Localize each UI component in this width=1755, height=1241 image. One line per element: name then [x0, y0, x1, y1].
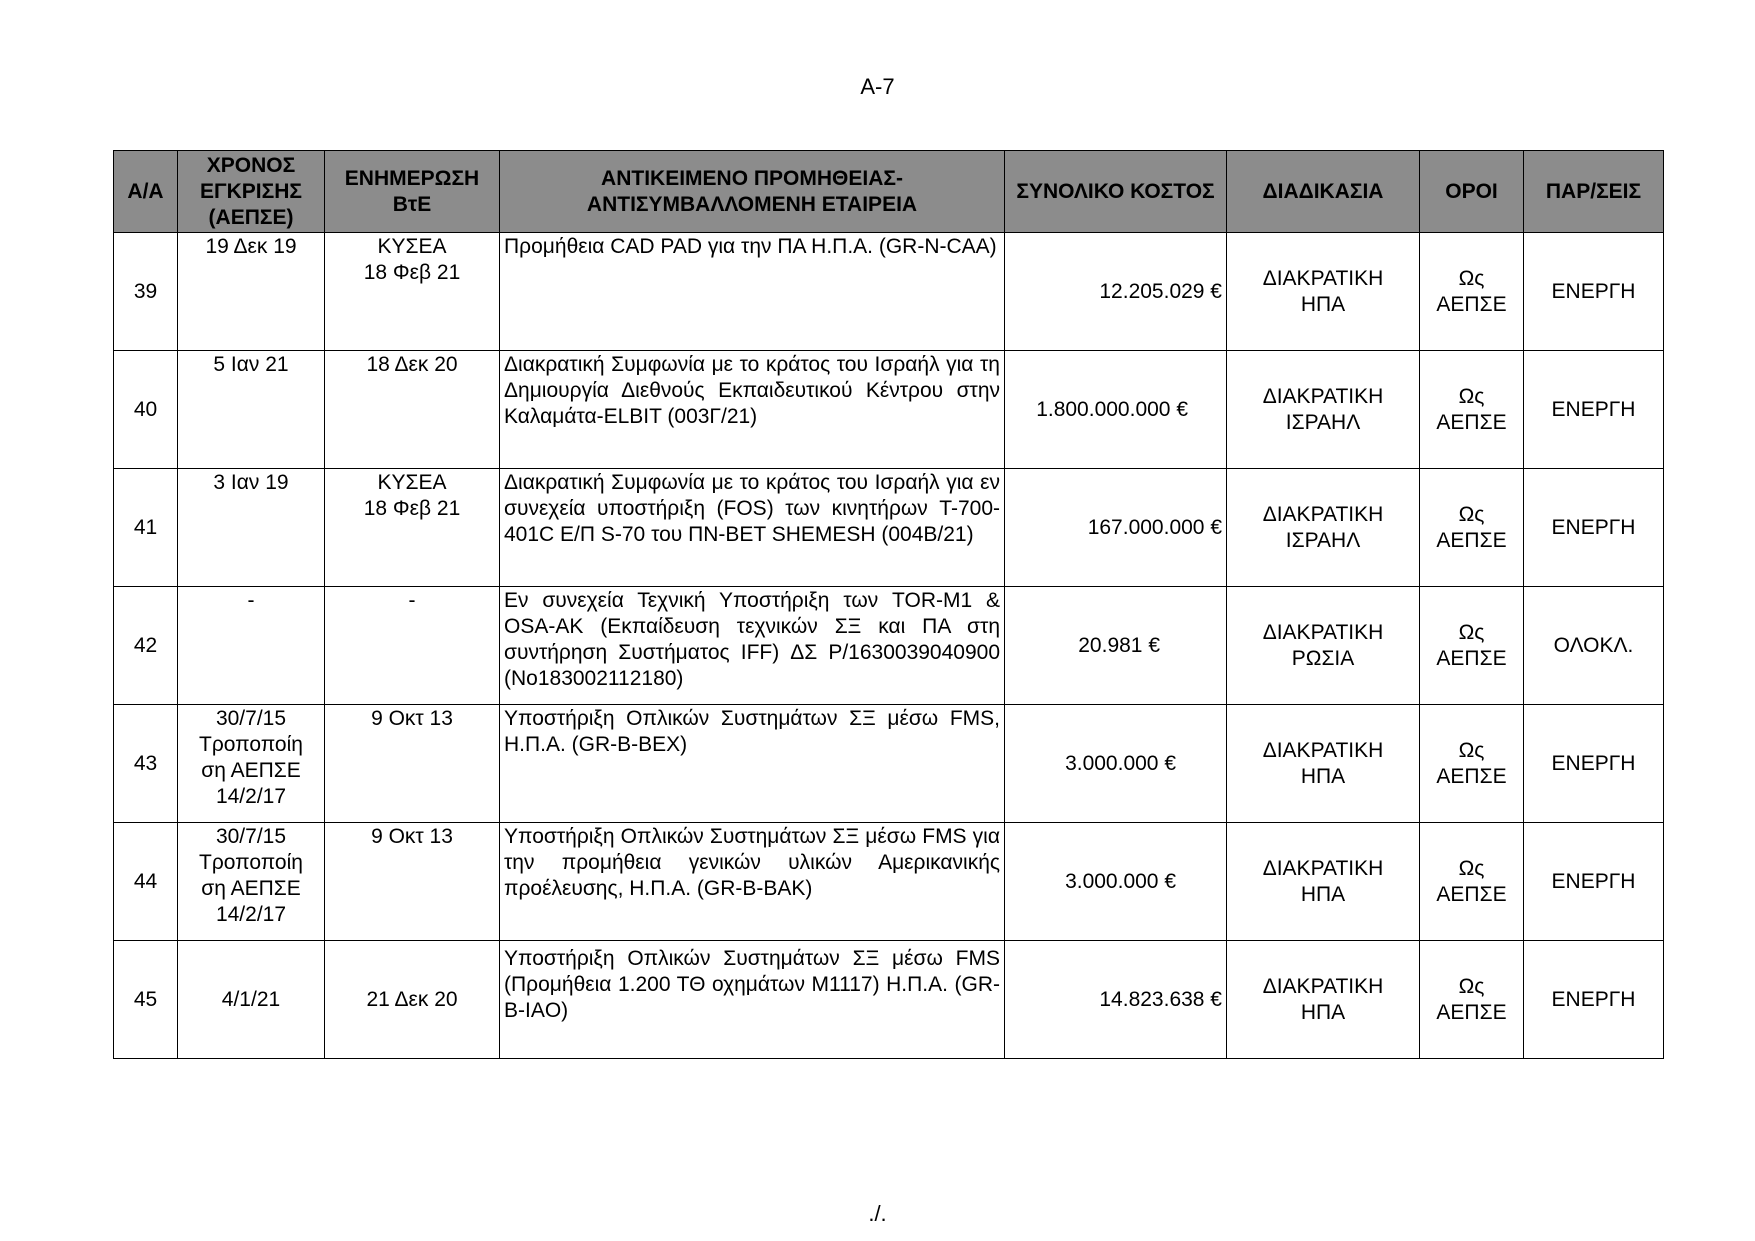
update-line: 9 Οκτ 13 — [371, 707, 453, 730]
status: ΟΛΟΚΛ. — [1524, 587, 1664, 705]
update-line: ΚΥΣΕΑ — [377, 235, 447, 258]
procedure — [1227, 823, 1420, 941]
header-remarks: ΠΑΡ/ΣΕΙΣ — [1524, 151, 1664, 233]
terms-line: ΑΕΠΣΕ — [1436, 764, 1507, 788]
approval-line: 30/7/15 — [215, 825, 287, 848]
terms-line: Ως — [1458, 384, 1485, 408]
total-cost: 20.981 € — [1005, 587, 1227, 705]
row-number: 39 — [114, 233, 178, 351]
procedure-line: ΗΠΑ — [1300, 292, 1346, 316]
subject-text: Προμήθεια CAD PAD για την ΠΑ Η.Π.Α. (GR-N-CAA) — [500, 233, 1005, 351]
procedure — [1227, 233, 1420, 351]
terms — [1420, 351, 1524, 469]
terms — [1420, 823, 1524, 941]
approval-line: 14/2/17 — [215, 785, 287, 808]
terms-line: Ως — [1458, 620, 1485, 644]
procedure — [1227, 705, 1420, 823]
header-update: ΕΝΗΜΕΡΩΣΗ ΒτΕ — [325, 151, 500, 233]
update-line: 21 Δεκ 20 — [366, 987, 458, 1011]
update-info — [325, 233, 500, 351]
procedure-line: ΗΠΑ — [1300, 882, 1346, 906]
approval-date: - — [178, 587, 325, 705]
status: ΕΝΕΡΓΗ — [1524, 705, 1664, 823]
procedure-line: ΔΙΑΚΡΑΤΙΚΗ — [1262, 738, 1384, 762]
update-info — [325, 705, 500, 823]
terms-line: ΑΕΠΣΕ — [1436, 528, 1507, 552]
procurement-table — [113, 150, 1664, 1059]
procedure-line: ΔΙΑΚΡΑΤΙΚΗ — [1262, 856, 1384, 880]
row-number: 40 — [114, 351, 178, 469]
total-cost: 3.000.000 € — [1005, 705, 1227, 823]
table-row — [114, 941, 1664, 1059]
update-line: 18 Φεβ 21 — [363, 261, 461, 284]
update-line: 18 Δεκ 20 — [366, 353, 458, 376]
table-row — [114, 587, 1664, 705]
subject-text: Διακρατική Συμφωνία με το κράτος του Ισραήλ για εν συνεχεία υποστήριξη (FOS) των κινητήρων T-700-401C Ε/Π S-70 του ΠΝ-BET SHEMESH (004B/21) — [500, 469, 1005, 587]
header-terms: ΟΡΟΙ — [1420, 151, 1524, 233]
terms-line: ΑΕΠΣΕ — [1436, 292, 1507, 316]
terms-line: Ως — [1458, 266, 1485, 290]
terms — [1420, 469, 1524, 587]
status: ΕΝΕΡΓΗ — [1524, 351, 1664, 469]
terms-line: ΑΕΠΣΕ — [1436, 1000, 1507, 1024]
approval-line: ση ΑΕΠΣΕ — [201, 759, 301, 782]
page-footer-mark: ./. — [868, 1201, 887, 1226]
terms-line: ΑΕΠΣΕ — [1436, 882, 1507, 906]
total-cost: 1.800.000.000 € — [1005, 351, 1227, 469]
update-line: 9 Οκτ 13 — [371, 825, 453, 848]
total-cost: 14.823.638 € — [1005, 941, 1227, 1059]
header-approval-time: ΧΡΟΝΟΣ ΕΓΚΡΙΣΗΣ (ΑΕΠΣΕ) — [178, 151, 325, 233]
update-info — [325, 351, 500, 469]
status: ΕΝΕΡΓΗ — [1524, 941, 1664, 1059]
terms — [1420, 233, 1524, 351]
total-cost: 167.000.000 € — [1005, 469, 1227, 587]
terms-line: ΑΕΠΣΕ — [1436, 410, 1507, 434]
procedure — [1227, 587, 1420, 705]
procedure — [1227, 469, 1420, 587]
approval-line: 30/7/15 — [215, 707, 287, 730]
approval-line: ση ΑΕΠΣΕ — [201, 877, 301, 900]
approval-date — [178, 823, 325, 941]
row-number: 43 — [114, 705, 178, 823]
procedure-line: ΔΙΑΚΡΑΤΙΚΗ — [1262, 384, 1384, 408]
row-number: 41 — [114, 469, 178, 587]
total-cost: 12.205.029 € — [1005, 233, 1227, 351]
procedure-line: ΙΣΡΑΗΛ — [1285, 410, 1361, 434]
status: ΕΝΕΡΓΗ — [1524, 233, 1664, 351]
header-subject: ΑΝΤΙΚΕΙΜΕΝΟ ΠΡΟΜΗΘΕΙΑΣ- ΑΝΤΙΣΥΜΒΑΛΛΟΜΕΝΗ ΕΤΑΙΡΕΙΑ — [500, 151, 1005, 233]
approval-date: 4/1/21 — [178, 941, 325, 1059]
table-row — [114, 469, 1664, 587]
approval-date: 5 Ιαν 21 — [178, 351, 325, 469]
update-info — [325, 941, 500, 1059]
update-line: ΚΥΣΕΑ — [377, 471, 447, 494]
terms — [1420, 941, 1524, 1059]
terms-line: Ως — [1458, 974, 1485, 998]
approval-date — [178, 705, 325, 823]
approval-date: 3 Ιαν 19 — [178, 469, 325, 587]
approval-line: 14/2/17 — [215, 903, 287, 926]
subject-text: Υποστήριξη Οπλικών Συστημάτων ΣΞ μέσω FMS (Προμήθεια 1.200 ΤΘ οχημάτων M1117) Η.Π.Α. (GR-B-IAO) — [500, 941, 1005, 1059]
update-line: 18 Φεβ 21 — [363, 497, 461, 520]
update-info — [325, 469, 500, 587]
row-number: 42 — [114, 587, 178, 705]
table-row — [114, 233, 1664, 351]
header-total-cost: ΣΥΝΟΛΙΚΟ ΚΟΣΤΟΣ — [1005, 151, 1227, 233]
procedure — [1227, 941, 1420, 1059]
subject-text: Εν συνεχεία Τεχνική Υποστήριξη των TOR-M1 & OSA-AK (Εκπαίδευση τεχνικών ΣΞ και ΠΑ στη συντήρηση Συστήματος IFF) ΔΣ Ρ/1630039040900 (Νο183002112180) — [500, 587, 1005, 705]
update-line: - — [408, 589, 416, 612]
procedure-line: ΔΙΑΚΡΑΤΙΚΗ — [1262, 620, 1384, 644]
procedure-line: ΗΠΑ — [1300, 764, 1346, 788]
table-row — [114, 823, 1664, 941]
terms-line: Ως — [1458, 856, 1485, 880]
subject-text: Υποστήριξη Οπλικών Συστημάτων ΣΞ μέσω FMS, Η.Π.Α. (GR-B-BEX) — [500, 705, 1005, 823]
subject-text: Διακρατική Συμφωνία με το κράτος του Ισραήλ για τη Δημιουργία Διεθνούς Εκπαιδευτικού Κέντρου στην Καλαμάτα-ELBIT (003Γ/21) — [500, 351, 1005, 469]
subject-text: Υποστήριξη Οπλικών Συστημάτων ΣΞ μέσω FMS για την προμήθεια γενικών υλικών Αμερικανικής προέλευσης, Η.Π.Α. (GR-B-BAK) — [500, 823, 1005, 941]
row-number: 44 — [114, 823, 178, 941]
procedure — [1227, 351, 1420, 469]
table-row — [114, 351, 1664, 469]
total-cost: 3.000.000 € — [1005, 823, 1227, 941]
update-info — [325, 587, 500, 705]
status: ΕΝΕΡΓΗ — [1524, 823, 1664, 941]
table-row — [114, 705, 1664, 823]
procedure-line: ΔΙΑΚΡΑΤΙΚΗ — [1262, 502, 1384, 526]
page-number: A-7 — [860, 74, 895, 99]
terms-line: Ως — [1458, 738, 1485, 762]
procedure-line: ΡΩΣΙΑ — [1291, 646, 1355, 670]
procedure-line: ΔΙΑΚΡΑΤΙΚΗ — [1262, 266, 1384, 290]
approval-line: Τροποποίη — [199, 851, 303, 874]
table-header-row — [114, 151, 1664, 233]
procedure-line: ΙΣΡΑΗΛ — [1285, 528, 1361, 552]
header-aa: Α/Α — [114, 151, 178, 233]
update-info — [325, 823, 500, 941]
header-procedure: ΔΙΑΔΙΚΑΣΙΑ — [1227, 151, 1420, 233]
terms-line: Ως — [1458, 502, 1485, 526]
procedure-line: ΗΠΑ — [1300, 1000, 1346, 1024]
row-number: 45 — [114, 941, 178, 1059]
status: ΕΝΕΡΓΗ — [1524, 469, 1664, 587]
terms — [1420, 587, 1524, 705]
approval-date: 19 Δεκ 19 — [178, 233, 325, 351]
terms — [1420, 705, 1524, 823]
approval-line: Τροποποίη — [199, 733, 303, 756]
terms-line: ΑΕΠΣΕ — [1436, 646, 1507, 670]
procedure-line: ΔΙΑΚΡΑΤΙΚΗ — [1262, 974, 1384, 998]
